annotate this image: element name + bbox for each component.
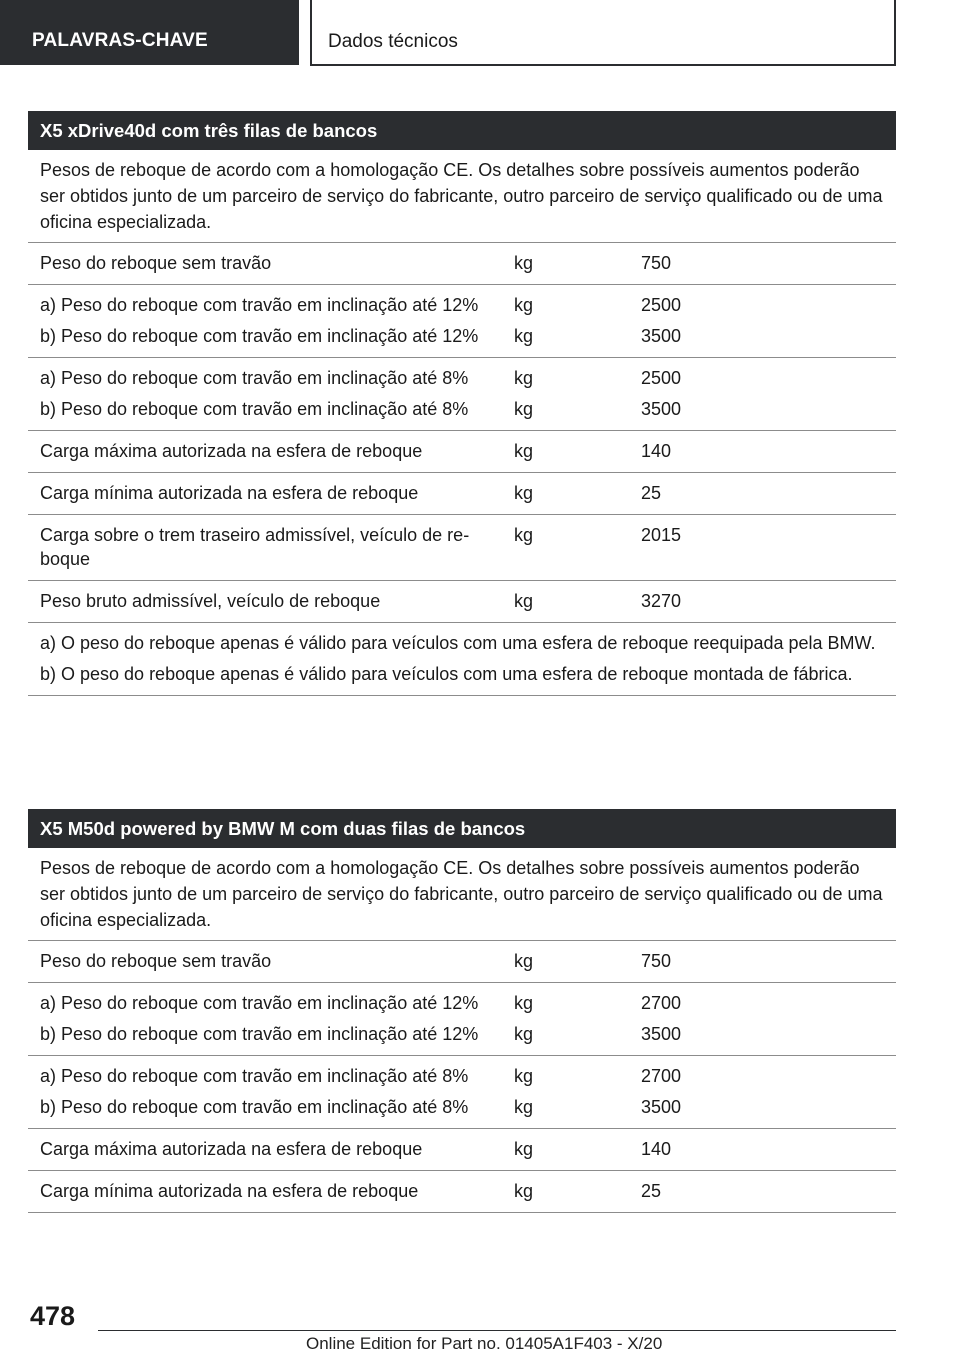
header-chapter-label: Dados técnicos bbox=[328, 31, 458, 52]
row-label: Peso do reboque sem travão bbox=[40, 951, 272, 971]
row-label: Carga máxima autorizada na esfera de reboque bbox=[40, 441, 423, 461]
row-label: a) Peso do reboque com travão em inclinação até 12% bbox=[40, 993, 479, 1013]
table-row bbox=[28, 1171, 896, 1213]
row-unit: kg bbox=[514, 1139, 534, 1159]
row-value-cell bbox=[631, 581, 896, 622]
row-label-cell bbox=[28, 515, 504, 580]
row-label-cell bbox=[28, 243, 504, 284]
row-label: Peso bruto admissível, veículo de reboque bbox=[40, 591, 381, 611]
row-unit: kg bbox=[514, 525, 534, 545]
row-value-cell bbox=[631, 1171, 896, 1212]
row-value: 2500 bbox=[641, 295, 682, 315]
row-label: b) Peso do reboque com travão em inclinação até 12% bbox=[40, 1024, 479, 1044]
section-notes bbox=[28, 623, 896, 696]
row-unit-cell bbox=[504, 1056, 631, 1128]
row-label: Carga mínima autorizada na esfera de reboque bbox=[40, 483, 419, 503]
header-section-label: PALAVRAS-CHAVE bbox=[32, 30, 208, 51]
row-label-cell bbox=[28, 941, 504, 982]
row-unit: kg bbox=[514, 591, 534, 611]
row-unit: kg bbox=[514, 993, 534, 1013]
footnote: a) O peso do reboque apenas é válido para veículos com uma esfera de reboque reequipada pela BMW. bbox=[40, 633, 876, 653]
row-label: Carga mínima autorizada na esfera de reboque bbox=[40, 1181, 419, 1201]
row-label: a) Peso do reboque com travão em inclinação até 8% bbox=[40, 368, 469, 388]
row-value-cell bbox=[631, 1129, 896, 1170]
row-value: 140 bbox=[641, 1139, 672, 1159]
header-chapter-tab[interactable] bbox=[310, 0, 896, 66]
row-label-cell bbox=[28, 1056, 504, 1128]
row-unit: kg bbox=[514, 326, 534, 346]
row-unit: kg bbox=[514, 295, 534, 315]
row-label: b) Peso do reboque com travão em inclinação até 12% bbox=[40, 326, 479, 346]
footer-edition: Online Edition for Part no. 01405A1F403 - X/20 bbox=[306, 1334, 663, 1353]
row-value: 25 bbox=[641, 1181, 662, 1201]
table-row bbox=[28, 431, 896, 473]
row-unit-cell bbox=[504, 431, 631, 472]
row-label-cell bbox=[28, 581, 504, 622]
row-unit-cell bbox=[504, 358, 631, 430]
page-number: 478 bbox=[30, 1301, 76, 1331]
row-unit-cell bbox=[504, 243, 631, 284]
row-value-cell bbox=[631, 515, 896, 580]
row-label-cell bbox=[28, 285, 504, 357]
row-unit: kg bbox=[514, 399, 534, 419]
row-unit: kg bbox=[514, 1024, 534, 1044]
table-row bbox=[28, 515, 896, 581]
section-title: X5 M50d powered by BMW M com duas filas de bancos bbox=[28, 809, 896, 848]
section-intro: Pesos de reboque de acordo com a homologação CE. Os detalhes sobre possíveis aumentos poderão ser obtidos junto de um parceiro de serviço do fabricante, outro parceiro de serviço qualificado ou de uma oficina especializada. bbox=[28, 848, 896, 941]
row-label: Peso do reboque sem travão bbox=[40, 253, 272, 273]
row-label: Carga sobre o trem traseiro admissível, veículo de reboque bbox=[40, 525, 470, 569]
row-label-cell bbox=[28, 473, 504, 514]
row-unit-cell bbox=[504, 581, 631, 622]
row-unit: kg bbox=[514, 483, 534, 503]
row-unit: kg bbox=[514, 1181, 534, 1201]
table-row bbox=[28, 285, 896, 358]
row-value: 2015 bbox=[641, 525, 682, 545]
row-value-cell bbox=[631, 285, 896, 357]
row-value-cell bbox=[631, 431, 896, 472]
table-row bbox=[28, 1056, 896, 1129]
row-unit: kg bbox=[514, 253, 534, 273]
row-unit-cell bbox=[504, 285, 631, 357]
table-row bbox=[28, 243, 896, 285]
row-unit-cell bbox=[504, 515, 631, 580]
row-label: b) Peso do reboque com travão em inclinação até 8% bbox=[40, 1097, 469, 1117]
row-label-cell bbox=[28, 1129, 504, 1170]
section-intro: Pesos de reboque de acordo com a homologação CE. Os detalhes sobre possíveis aumentos poderão ser obtidos junto de um parceiro de serviço do fabricante, outro parceiro de serviço qualificado ou de uma oficina especializada. bbox=[28, 150, 896, 243]
row-value: 25 bbox=[641, 483, 662, 503]
row-value-cell bbox=[631, 473, 896, 514]
row-label: a) Peso do reboque com travão em inclinação até 12% bbox=[40, 295, 479, 315]
row-unit-cell bbox=[504, 941, 631, 982]
row-label-cell bbox=[28, 1171, 504, 1212]
row-value-cell bbox=[631, 941, 896, 982]
row-value: 2700 bbox=[641, 993, 682, 1013]
row-value: 3270 bbox=[641, 591, 682, 611]
row-label: b) Peso do reboque com travão em inclinação até 8% bbox=[40, 399, 469, 419]
row-unit-cell bbox=[504, 1171, 631, 1212]
row-value: 750 bbox=[641, 951, 672, 971]
row-label: a) Peso do reboque com travão em inclinação até 8% bbox=[40, 1066, 469, 1086]
row-value: 750 bbox=[641, 253, 672, 273]
row-unit-cell bbox=[504, 1129, 631, 1170]
row-value: 140 bbox=[641, 441, 672, 461]
row-unit-cell bbox=[504, 473, 631, 514]
table-row bbox=[28, 358, 896, 431]
table-row bbox=[28, 1129, 896, 1171]
table-row bbox=[28, 581, 896, 623]
row-value: 2700 bbox=[641, 1066, 682, 1086]
footer-divider bbox=[98, 1330, 896, 1331]
row-value: 3500 bbox=[641, 326, 682, 346]
row-value: 3500 bbox=[641, 1097, 682, 1117]
row-value-cell bbox=[631, 358, 896, 430]
row-unit: kg bbox=[514, 1097, 534, 1117]
section-title: X5 xDrive40d com três filas de bancos bbox=[28, 111, 896, 150]
row-value-cell bbox=[631, 983, 896, 1055]
header-section-tab[interactable] bbox=[0, 0, 299, 65]
table-row bbox=[28, 983, 896, 1056]
row-unit: kg bbox=[514, 951, 534, 971]
spec-section-xdrive40d bbox=[28, 111, 896, 696]
row-label-cell bbox=[28, 431, 504, 472]
row-label-cell bbox=[28, 983, 504, 1055]
row-unit: kg bbox=[514, 1066, 534, 1086]
table-row bbox=[28, 473, 896, 515]
row-label-cell bbox=[28, 358, 504, 430]
row-unit: kg bbox=[514, 441, 534, 461]
row-unit-cell bbox=[504, 983, 631, 1055]
row-value: 2500 bbox=[641, 368, 682, 388]
row-value: 3500 bbox=[641, 1024, 682, 1044]
table-row bbox=[28, 941, 896, 983]
row-label: Carga máxima autorizada na esfera de reboque bbox=[40, 1139, 423, 1159]
row-value: 3500 bbox=[641, 399, 682, 419]
footnote: b) O peso do reboque apenas é válido para veículos com uma esfera de reboque montada de fábrica. bbox=[40, 664, 853, 684]
row-value-cell bbox=[631, 1056, 896, 1128]
row-unit: kg bbox=[514, 368, 534, 388]
spec-section-m50d bbox=[28, 809, 896, 1213]
row-value-cell bbox=[631, 243, 896, 284]
